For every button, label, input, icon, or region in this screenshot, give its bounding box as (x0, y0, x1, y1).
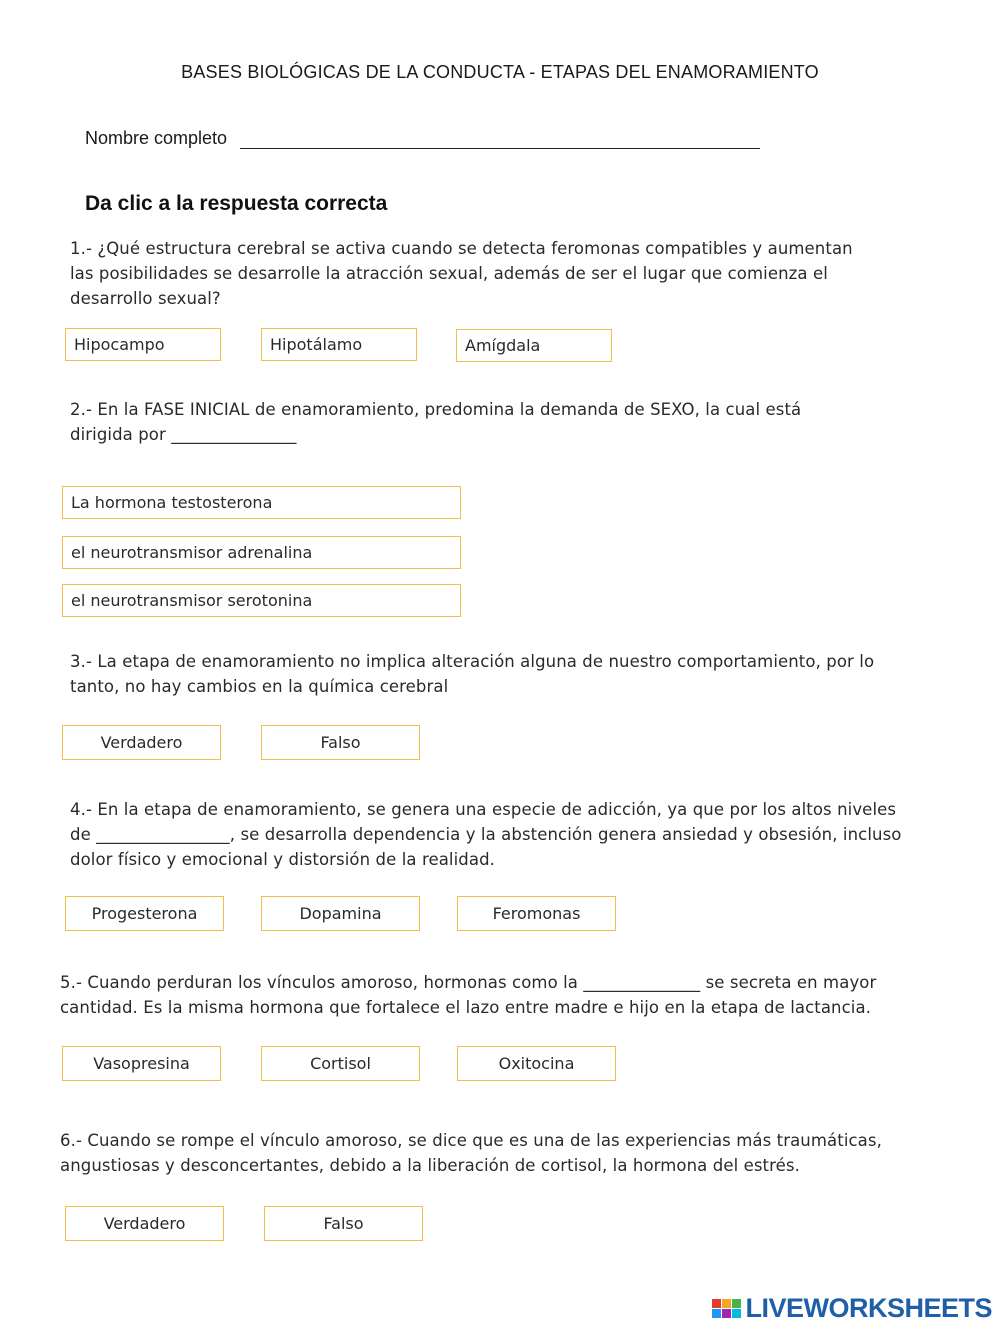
question-1 (70, 236, 853, 311)
q2-option-testosterona[interactable]: La hormona testosterona (62, 486, 461, 519)
question-line: 1.- ¿Qué estructura cerebral se activa cuando se detecta feromonas compatibles y aumentan (70, 239, 853, 258)
question-3 (70, 649, 874, 699)
logo-text: LIVEWORKSHEETS (745, 1292, 992, 1323)
q2-option-adrenalina[interactable]: el neurotransmisor adrenalina (62, 536, 461, 569)
question-4 (70, 797, 901, 872)
question-5 (60, 970, 876, 1020)
logo-block (722, 1299, 731, 1308)
question-line: 5.- Cuando perduran los vínculos amoroso, hormonas como la ______________ se secreta en mayor (60, 973, 877, 992)
question-line: 3.- La etapa de enamoramiento no implica alteración alguna de nuestro comportamiento, por lo (70, 652, 875, 671)
question-line: cantidad. Es la misma hormona que fortalece el lazo entre madre e hijo en la etapa de lactancia. (60, 998, 872, 1017)
question-line: 4.- En la etapa de enamoramiento, se genera una especie de adicción, ya que por los altos niveles (70, 800, 897, 819)
question-line: las posibilidades se desarrolle la atracción sexual, además de ser el lugar que comienza el (70, 264, 828, 283)
worksheet-title: BASES BIOLÓGICAS DE LA CONDUCTA - ETAPAS DEL ENAMORAMIENTO (181, 62, 819, 82)
logo-mark-icon (712, 1299, 741, 1318)
question-line: 2.- En la FASE INICIAL de enamoramiento, predomina la demanda de SEXO, la cual está (70, 400, 802, 419)
q1-option-amigdala[interactable]: Amígdala (456, 329, 612, 362)
q2-option-serotonina[interactable]: el neurotransmisor serotonina (62, 584, 461, 617)
name-label: Nombre completo (85, 128, 228, 148)
q3-option-falso[interactable]: Falso (261, 725, 420, 760)
q1-option-hipotalamo[interactable]: Hipotálamo (261, 328, 417, 361)
logo-block (732, 1309, 741, 1318)
question-6 (60, 1128, 882, 1178)
q6-option-falso[interactable]: Falso (264, 1206, 423, 1241)
q1-option-hipocampo[interactable]: Hipocampo (65, 328, 221, 361)
q6-option-verdadero[interactable]: Verdadero (65, 1206, 224, 1241)
question-line: de ________________, se desarrolla dependencia y la abstención genera ansiedad y obsesión, incluso (70, 825, 902, 844)
question-line: tanto, no hay cambios en la química cerebral (70, 677, 449, 696)
name-row (85, 128, 765, 154)
q4-option-progesterona[interactable]: Progesterona (65, 896, 224, 931)
logo-block (722, 1309, 731, 1318)
question-line: dolor físico y emocional y distorsión de la realidad. (70, 850, 495, 869)
question-2 (70, 397, 801, 447)
question-line: angustiosas y desconcertantes, debido a la liberación de cortisol, la hormona del estrés. (60, 1156, 800, 1175)
question-line: 6.- Cuando se rompe el vínculo amoroso, se dice que es una de las experiencias más traumáticas, (60, 1131, 882, 1150)
q5-option-cortisol[interactable]: Cortisol (261, 1046, 420, 1081)
logo-block (712, 1309, 721, 1318)
instructions: Da clic a la respuesta correcta (85, 192, 388, 215)
q4-option-feromonas[interactable]: Feromonas (457, 896, 616, 931)
question-line: dirigida por _______________ (70, 425, 297, 444)
q4-option-dopamina[interactable]: Dopamina (261, 896, 420, 931)
q5-option-oxitocina[interactable]: Oxitocina (457, 1046, 616, 1081)
q5-option-vasopresina[interactable]: Vasopresina (62, 1046, 221, 1081)
name-input-line[interactable] (240, 148, 760, 149)
logo-block (712, 1299, 721, 1308)
logo-block (732, 1299, 741, 1308)
liveworksheets-logo (712, 1293, 992, 1323)
q3-option-verdadero[interactable]: Verdadero (62, 725, 221, 760)
question-line: desarrollo sexual? (70, 289, 221, 308)
